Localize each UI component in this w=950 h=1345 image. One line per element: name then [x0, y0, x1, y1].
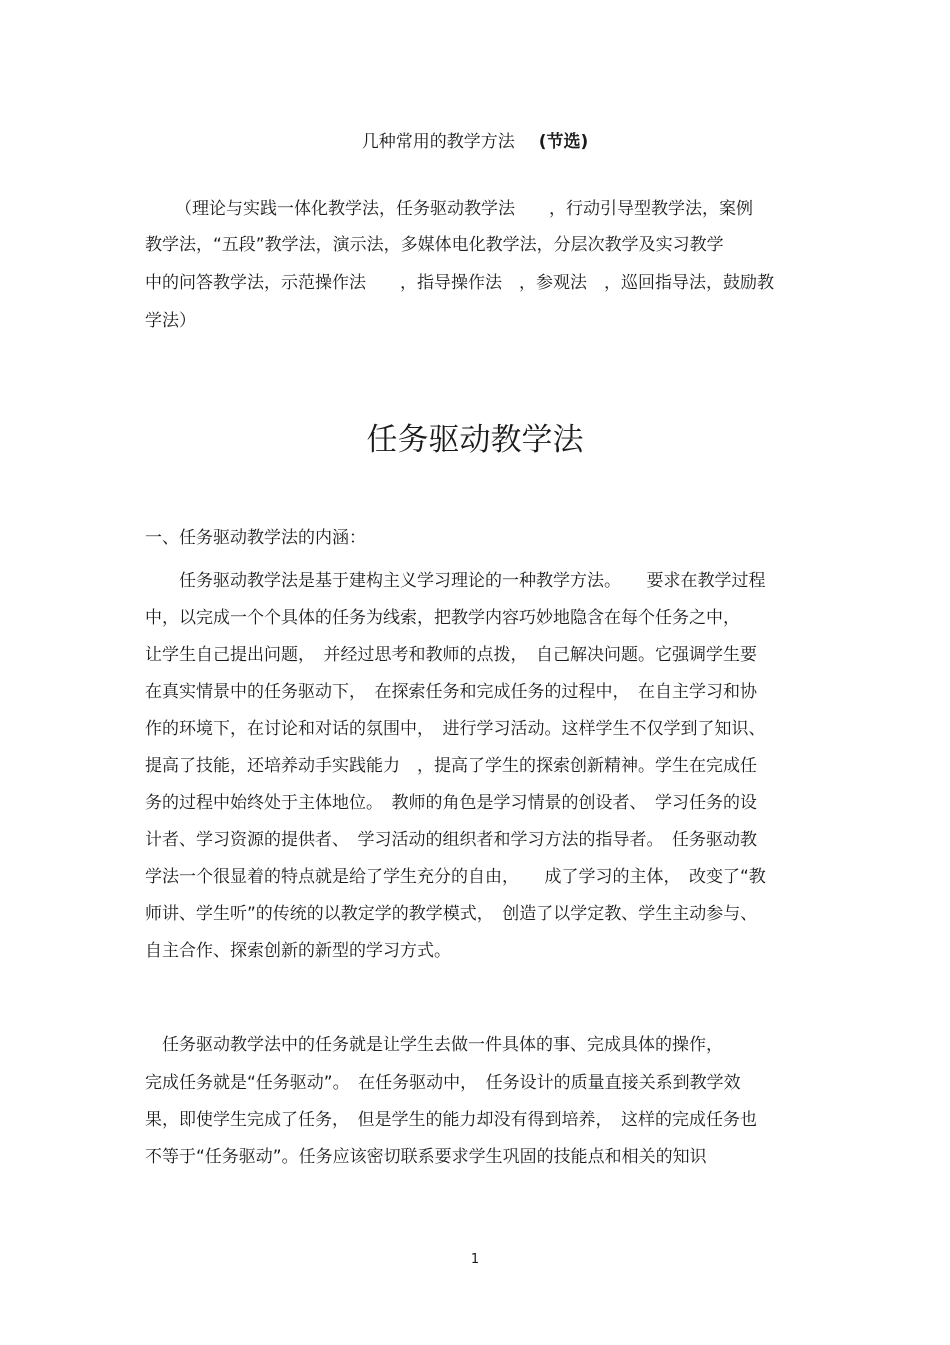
para2-line: 不等于“任务驱动”。任务应该密切联系要求学生巩固的技能点和相关的知识: [145, 1147, 707, 1167]
para2-line: 任务驱动教学法中的任务就是让学生去做一件具体的事、完成具体的操作，: [145, 1035, 723, 1055]
para1-line: 作的环境下，在讨论和对话的氛围中， 进行学习活动。这样学生不仅学到了知识、: [145, 719, 766, 739]
para1-line: 提高了技能，还培养动手实践能力 ，提高了学生的探索创新精神。学生在完成任: [145, 756, 757, 776]
para2-line: 完成任务就是“任务驱动”。 在任务驱动中， 任务设计的质量直接关系到教学效: [145, 1073, 741, 1093]
para1-line: 务的过程中始终处于主体地位。 教师的角色是学习情景的创设者、 学习任务的设: [145, 793, 757, 813]
para1-line: 任务驱动教学法是基于建构主义学习理论的一种教学方法。 要求在教学过程: [145, 571, 766, 591]
intro-line: 中的问答教学法，示范操作法 ，指导操作法 ，参观法 ，巡回指导法，鼓励教: [145, 273, 774, 293]
para1-line: 计者、学习资源的提供者、 学习活动的组织者和学习方法的指导者。 任务驱动教: [145, 830, 757, 850]
para1-line: 师讲、学生听”的传统的以教定学的教学模式， 创造了以学定教、学生主动参与、: [145, 904, 758, 924]
intro-line: （理论与实践一体化教学法，任务驱动教学法 ，行动引导型教学法，案例: [175, 199, 753, 219]
page-number: 1: [470, 1252, 480, 1267]
para1-line: 学法一个很显着的特点就是给了学生充分的自由， 成了学习的主体， 改变了“教: [145, 867, 766, 887]
title-text: 几种常用的教学方法: [361, 132, 515, 152]
para1-line: 自主合作、探索创新的新型的学习方式。: [145, 941, 451, 961]
para1-line: 在真实情景中的任务驱动下， 在探索任务和完成任务的过程中， 在自主学习和协: [145, 682, 757, 702]
subsection-title: 一、任务驱动教学法的内涵：: [145, 528, 366, 548]
intro-line: 学法）: [145, 311, 196, 331]
title-suffix: (节选): [538, 132, 589, 152]
intro-line: 教学法，“五段”教学法，演示法，多媒体电化教学法，分层次教学及实习教学: [145, 235, 724, 255]
para1-line: 让学生自己提出问题， 并经过思考和教师的点拨， 自己解决问题。它强调学生要: [145, 645, 757, 665]
para1-line: 中，以完成一个个具体的任务为线索，把教学内容巧妙地隐含在每个任务之中，: [145, 608, 740, 628]
section-heading: 任务驱动教学法: [366, 422, 584, 458]
document-title: [0, 131, 950, 153]
para2-line: 果，即使学生完成了任务， 但是学生的能力却没有得到培养， 这样的完成任务也: [145, 1110, 757, 1130]
